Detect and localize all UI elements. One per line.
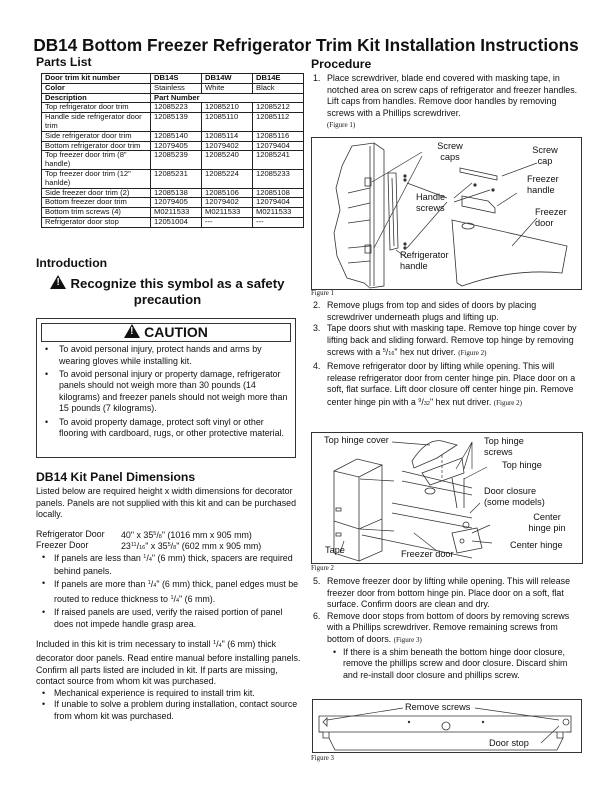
procedure-step: 3. Tape doors shut with masking tape. Remove top hinge cover by lifting back and sliding forward. Remove top hinge by removing screws with a $^5$/16" hex nut driver. (Figure 2): [313, 323, 577, 358]
table-row: [42, 208, 304, 218]
table-cell: 12085231: [151, 169, 202, 188]
label-door-closure: Door closure (some models): [484, 486, 545, 507]
label-top-hinge: Top hinge: [502, 460, 542, 470]
caution-list: [41, 344, 291, 441]
table-cell: 12079402: [202, 141, 253, 151]
label-freezer-door: Freezer door: [401, 549, 454, 559]
figure-reference: (Figure 2): [458, 349, 487, 358]
table-cell: 12085138: [151, 188, 202, 198]
label-door-stop: Door stop: [489, 738, 529, 748]
table-cell: 12085116: [253, 131, 304, 141]
table-cell: M0211533: [253, 208, 304, 218]
caution-label: CAUTION: [144, 324, 208, 340]
table-cell: 12079404: [253, 141, 304, 151]
figure-3-caption: Figure 3: [311, 755, 334, 762]
table-cell: Description: [42, 93, 151, 103]
label-top-hinge-cover: Top hinge cover: [324, 435, 389, 445]
table-cell: Color: [42, 83, 151, 93]
table-cell: 12085140: [151, 131, 202, 141]
table-cell: Top freezer door trim (12" hanlde): [42, 169, 151, 188]
label-top-hinge-screws: Top hinge screws: [484, 436, 524, 457]
label-refrigerator-handle: Refrigerator handle: [400, 250, 449, 271]
table-cell: Part Number: [151, 93, 304, 103]
caution-item: • To avoid property damage, protect soft vinyl or other flooring with cardboard, rugs, or other protective material.: [41, 417, 291, 440]
table-cell: Bottom trim screws (4): [42, 208, 151, 218]
procedure-step: 6. Remove door stops from bottom of doors by removing screws with a Phillips screwdriver. Remove remaining screws from bottom of doors. (Figure 3) • If there is a shim beneath the bottom hinge door closure, remove the phillips screw and door closure. Discard shim and re-install door closure and phillips screw.: [311, 611, 583, 682]
figure-reference: (Figure 1): [327, 121, 356, 130]
figure-2: [311, 432, 583, 564]
label-screw-cap: Screw cap: [532, 145, 558, 166]
safety-symbol-note: !Recognize this symbol as a safety precaution: [40, 275, 295, 308]
table-cell: Stainless: [151, 83, 202, 93]
table-color-row: [42, 83, 304, 93]
table-cell: 12051004: [151, 217, 202, 227]
caution-item: • To avoid personal injury or property damage, refrigerator panels should not weigh more than 30 pounds (14 kilograms) and freezer panels should not weigh more than 15 pounds (7 kilograms).: [41, 369, 291, 415]
label-tape: Tape: [325, 545, 345, 555]
introduction-heading: Introduction: [36, 256, 108, 270]
table-cell: White: [202, 83, 253, 93]
dimensions-section: [36, 486, 302, 723]
table-cell: Side refrigerator door trim: [42, 131, 151, 141]
document-title: DB14 Bottom Freezer Refrigerator Trim Kit Installation Instructions: [33, 35, 579, 55]
table-row: [42, 217, 304, 227]
procedure-step: 5. Remove freezer door by lifting while opening. This will release freezer door from bottom hinge pin. Place door on a soft, flat surface. Confirm doors are clean and dry.: [313, 576, 571, 610]
panel-bullets: [36, 552, 302, 631]
table-cell: 12085210: [202, 103, 253, 113]
final-bullet: • If unable to solve a problem during installation, contact source from whom kit was purchased.: [36, 699, 302, 722]
table-cell: DB14S: [151, 74, 202, 84]
table-cell: Refrigerator door stop: [42, 217, 151, 227]
table-row: [42, 169, 304, 188]
table-cell: ---: [202, 217, 253, 227]
table-cell: M0211533: [202, 208, 253, 218]
warning-triangle-icon: [124, 324, 140, 338]
caution-box: [36, 318, 296, 458]
table-cell: 12085223: [151, 103, 202, 113]
table-cell: 12085224: [202, 169, 253, 188]
table-cell: ---: [253, 217, 304, 227]
table-row: [42, 151, 304, 170]
table-cell: DB14W: [202, 74, 253, 84]
table-cell: Bottom freezer door trim: [42, 198, 151, 208]
table-cell: 12085106: [202, 188, 253, 198]
procedure-step: 4. Remove refrigerator door by lifting while opening. This will release refrigerator door from center hinge pin. Place door on a soft, flat surface. Lift door closure off center hinge pin. Remove center hinge pin with a $^9$/32" hex nut driver. (Figure 2): [313, 360, 576, 407]
table-cell: 12085239: [151, 151, 202, 170]
figure-reference: (Figure 2): [493, 398, 522, 407]
table-header-row: [42, 74, 304, 84]
parts-list-heading: Parts List: [36, 55, 92, 69]
label-remove-screws: Remove screws: [405, 702, 471, 712]
table-cell: 12085110: [202, 113, 253, 132]
table-cell: 12079405: [151, 198, 202, 208]
parts-table: [41, 73, 304, 228]
dimensions-intro: Listed below are required height x width dimensions for decorator panels. Panels are not supplied with this kit and can be purchased locally.: [36, 486, 297, 520]
table-cell: 12085212: [253, 103, 304, 113]
panel-bullet: • If panels are more than $^1$/4" (6 mm) thick, panel edges must be routed to reduce thickness to $^1$/4" (6 mm).: [36, 578, 302, 607]
procedure-heading: Procedure: [311, 57, 372, 71]
figure-1: [311, 137, 582, 290]
table-cell: 12085114: [202, 131, 253, 141]
panel-bullet: • If raised panels are used, verify the raised portion of panel does not impede handle grasp area.: [36, 607, 302, 630]
included-paragraph: Included in this kit is trim necessary to install $^1$/4" (6 mm) thick decorator door panels. Read entire manual before installing panels. Confirm all parts listed are included in kit. If parts are missing, contact source from whom kit was purchased.: [36, 639, 301, 687]
table-cell: Top refrigerator door trim: [42, 103, 151, 113]
final-bullets: [36, 688, 302, 723]
table-cell: 12085139: [151, 113, 202, 132]
table-cell: Handle side refrigerator door trim: [42, 113, 151, 132]
table-cell: 12079404: [253, 198, 304, 208]
caution-item: • To avoid personal injury, protect hands and arms by wearing gloves while installing kit.: [41, 344, 291, 367]
caution-header: [41, 323, 291, 342]
table-cell: Black: [253, 83, 304, 93]
figure-reference: (Figure 3): [393, 635, 422, 644]
final-bullet: • Mechanical experience is required to install trim kit.: [36, 688, 302, 700]
figure-1-caption: Figure 1: [311, 290, 334, 297]
label-center-hinge: Center hinge: [510, 540, 563, 550]
procedure-steps-1: [311, 73, 583, 132]
label-screw-caps: Screw caps: [437, 141, 463, 162]
table-cell: Door trim kit number: [42, 74, 151, 84]
table-cell: 12085241: [253, 151, 304, 170]
procedure-steps-2: [311, 300, 583, 410]
procedure-step: 2. Remove plugs from top and sides of doors by placing screwdriver underneath plugs and lifting up.: [313, 300, 537, 322]
label-freezer-door: Freezer door: [535, 207, 567, 228]
table-cell: Bottom refrigerator door trim: [42, 141, 151, 151]
panel-bullet: • If panels are less than $^1$/4" (6 mm) thick, spacers are required behind panels.: [36, 552, 302, 578]
freezer-door-label: Freezer Door: [36, 540, 89, 551]
step-6-bullets: [311, 647, 583, 682]
table-cell: 12079405: [151, 141, 202, 151]
figure-3: [312, 699, 582, 753]
dimension-table: [36, 529, 302, 552]
table-cell: Top freezer door trim (8" handle): [42, 151, 151, 170]
dimensions-heading: DB14 Kit Panel Dimensions: [36, 470, 196, 484]
refrigerator-door-dimensions: 40" x $35^5/8$" (1016 mm x 905 mm): [121, 529, 252, 540]
table-cell: 12085108: [253, 188, 304, 198]
table-row: [42, 131, 304, 141]
table-cell: 12085112: [253, 113, 304, 132]
table-cell: 12079402: [202, 198, 253, 208]
table-cell: 12085233: [253, 169, 304, 188]
figure-2-caption: Figure 2: [311, 565, 334, 572]
table-cell: DB14E: [253, 74, 304, 84]
freezer-door-dimensions: $23^{11}/16$" x $35^5/8$" (602 mm x 905 mm): [121, 541, 262, 552]
label-freezer-handle: Freezer handle: [527, 174, 559, 195]
label-handle-screws: Handle screws: [416, 192, 446, 213]
table-cell: Side freezer door trim (2): [42, 188, 151, 198]
table-cell: 12085240: [202, 151, 253, 170]
procedure-step: 1. Place screwdriver, blade end covered with masking tape, in notched area on screw caps of refrigerator and freezer handles. Lift caps from handles. Remove door handles by removing screws with a Phillips screwdriver. (Figure 1): [313, 73, 578, 130]
refrigerator-door-label: Refrigerator Door: [36, 528, 105, 539]
warning-triangle-icon: [50, 275, 66, 289]
step-6-bullet: • If there is a shim beneath the bottom hinge door closure, remove the phillips screw and door closure. Discard shim and re-install door closure and phillips screw.: [327, 647, 583, 682]
table-row: [42, 113, 304, 132]
label-center-hinge-pin: Center hinge pin: [528, 512, 566, 533]
procedure-steps-3: [311, 576, 583, 681]
table-cell: M0211533: [151, 208, 202, 218]
